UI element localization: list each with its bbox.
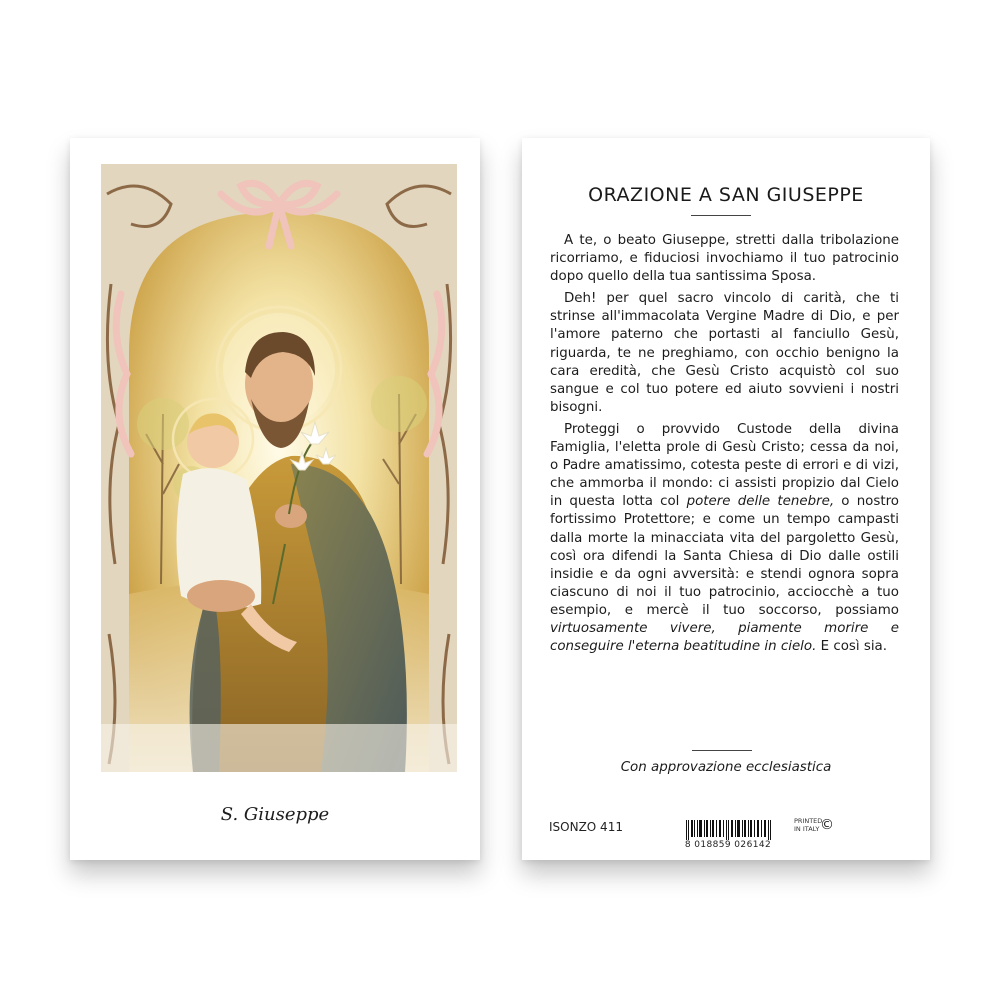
- approval-note: Con approvazione ecclesiastica: [620, 760, 832, 775]
- barcode-number: 8 018859 026142: [684, 840, 772, 850]
- prayer-italic-segment: potere delle tenebre,: [686, 494, 835, 510]
- prayer-text-segment: Proteggi o provvido Custode della divina Famiglia, l'eletta prole di Gesù Cristo; cessa da noi, o Padre amatissimo, cotesta peste di errori e di vizi, che ammorba il mondo: ci assisti propizio dal Cielo in questa lotta col: [550, 421, 899, 510]
- prayer-italic-segment: virtuosamente vivere, piamente morire e conseguire l'eterna beatitudine in cielo.: [550, 620, 899, 655]
- prayer-closing: E così sia.: [820, 639, 888, 655]
- holy-card-front: [70, 138, 480, 860]
- printed-in-italy: [794, 818, 822, 833]
- printed-line: PRINTED: [794, 817, 823, 825]
- prayer-paragraph-2: Deh! per quel sacro vincolo di carità, che ti strinse all'immacolata Vergine Madre di Dio, e per l'amore paterno che portasti al fanciullo Gesù, riguarda, te ne preghiamo, con occhio benigno la cara eredità, che Gesù Cristo acquistò col suo sangue e col tuo potere ed aiuto sovvieni i nostri bisogni.: [550, 291, 899, 415]
- holy-card-back: [522, 138, 930, 860]
- saint-joseph-illustration: [101, 164, 457, 772]
- prayer-text-segment: o nostro fortissimo Protettore; e come un tempo campasti dalla morte la minacciata vita del pargoletto Gesù, così ora difendi la Santa Chiesa di Dio dalle ostili insidie e da ogni avversità: e stendi ognora sopra ciascuno di noi il tuo patrocinio, acciocchè a tuo esempio, e mercè il tuo soccorso, possiamo: [550, 494, 900, 618]
- copyright-icon: ©: [820, 817, 834, 833]
- product-code: ISONZO 411: [549, 820, 623, 834]
- end-divider: [692, 750, 752, 751]
- prayer-paragraph-3: [550, 421, 899, 656]
- title-divider: [691, 215, 751, 216]
- printed-line: IN ITALY: [794, 824, 820, 833]
- prayer-paragraph-1: A te, o beato Giuseppe, stretti dalla tribolazione ricorriamo, e fiduciosi invochiamo il tuo patrocinio dopo quello della tua santissima Sposa.: [550, 233, 899, 285]
- saint-name-caption: S. Giuseppe: [220, 804, 330, 825]
- prayer-title: ORAZIONE A SAN GIUSEPPE: [588, 184, 864, 206]
- barcode-icon: [686, 820, 772, 840]
- prayer-text: [550, 232, 899, 660]
